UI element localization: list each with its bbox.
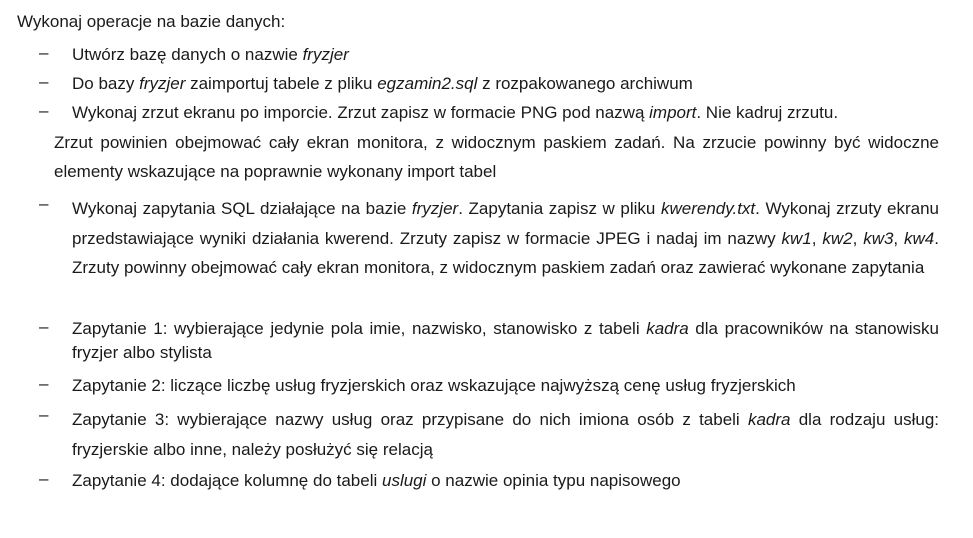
list-item-text: Wykonaj zrzut ekranu po imporcie. Zrzut zapisz w formacie PNG pod nazwą import. Nie kadruj zrzutu. <box>72 103 839 122</box>
list-item-text: Do bazy fryzjer zaimportuj tabele z pliku egzamin2.sql z rozpakowanego archiwum <box>72 74 693 93</box>
dash-bullet: – <box>39 405 49 424</box>
dash-bullet: – <box>39 101 49 120</box>
dash-bullet: – <box>39 43 49 62</box>
list-item-text: Utwórz bazę danych o nazwie fryzjer <box>72 45 349 64</box>
list-item-text: Zapytanie 4: dodające kolumnę do tabeli uslugi o nazwie opinia typu napisowego <box>72 471 681 490</box>
intro-heading: Wykonaj operacje na bazie danych: <box>17 12 286 31</box>
dash-bullet: – <box>39 72 49 91</box>
dash-bullet: – <box>39 194 49 213</box>
list-item-continuation: Zrzut powinien obejmować cały ekran monitora, z widocznym paskiem zadań. Na zrzucie powinny być widoczne elementy wskazujące na poprawnie wykonany import tabel <box>54 133 939 181</box>
dash-bullet: – <box>39 469 49 488</box>
list-item-text: Zapytanie 3: wybierające nazwy usług oraz przypisane do nich imiona osób z tabeli kadra dla rodzaju usług: fryzjerskie albo inne, należy posłużyć się relacją <box>72 410 939 459</box>
list-item-text: Wykonaj zapytania SQL działające na bazie fryzjer. Zapytania zapisz w pliku kwerendy.txt. Wykonaj zrzuty ekranu przedstawiające wyniki działania kwerend. Zrzuty zapisz w formacie JPEG i nadaj im nazwy kw1, kw2, kw3, kw4. Zrzuty powinny obejmować cały ekran monitora, z widocznym paskiem zadań oraz zawierać wykonane zapytania <box>72 199 940 277</box>
dash-bullet: – <box>39 317 49 336</box>
dash-bullet: – <box>39 374 49 393</box>
list-item-text: Zapytanie 1: wybierające jedynie pola imie, nazwisko, stanowisko z tabeli kadra dla pracowników na stanowisku fryzjer albo stylista <box>72 319 939 362</box>
list-item-text: Zapytanie 2: liczące liczbę usług fryzjerskich oraz wskazujące najwyższą cenę usług fryzjerskich <box>72 376 796 395</box>
